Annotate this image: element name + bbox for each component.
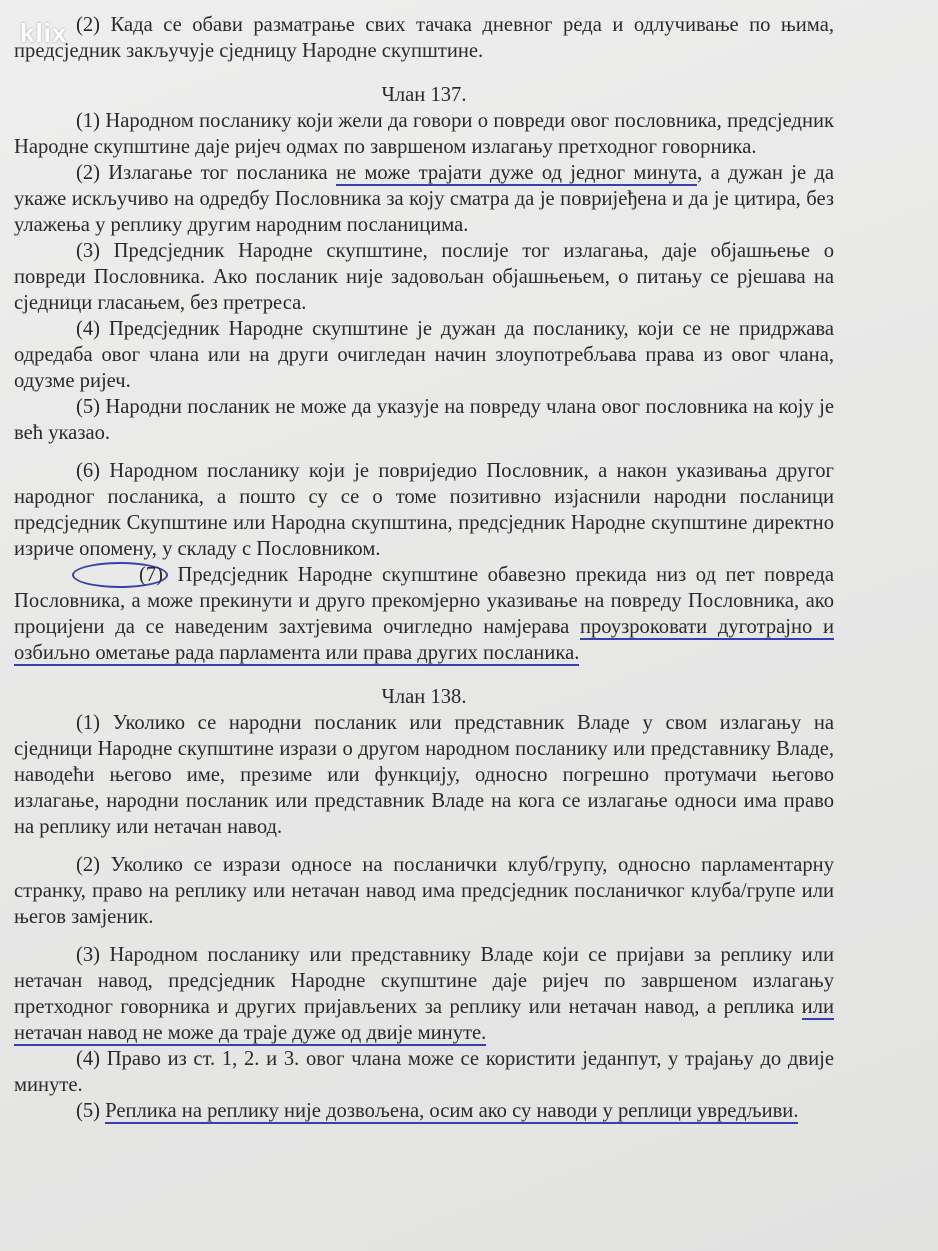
art137-para-6: (6) Народном посланику који је повриједио Пословник, а након указивања другог народног посланика, а пошто су се о томе позитивно изјаснили народни посланици предсједник Скупштине или Народна скупштина, предсједник Народне скупштине директно изриче опомену, у складу с Пословником.	[14, 460, 834, 560]
art138-para-4: (4) Право из ст. 1, 2. и 3. овог члана може се користити једанпут, у трајању до двије минуте.	[14, 1048, 834, 1096]
art137-para-5: (5) Народни посланик не може да указује на повреду члана овог пословника на коју је већ указао.	[14, 396, 834, 444]
art138-para-3	[14, 942, 834, 1046]
art137-para-2	[14, 160, 834, 238]
art137-para-7	[14, 562, 834, 666]
circled-number-7: (7)	[72, 562, 168, 588]
art137-para-4: (4) Предсједник Народне скупштине је дужан да посланику, који се не придржава одредаба овог члана или на други очигледан начин злоупотребљава права из овог члана, одузме ријеч.	[14, 318, 834, 392]
art138-para-5	[14, 1098, 834, 1124]
art137-para-2-start: (2) Излагање тог посланика	[76, 162, 336, 184]
underlined-one-minute: не може трајати дуже од једног минута	[335, 162, 698, 184]
art137-para-2-end: , а дужан је да укаже искључиво на одредбу Пословника за коју сматра да је повријеђена и да је цитира, без улажења у реплику другим народним посланицима.	[14, 162, 834, 236]
intro-paragraph: (2) Када се обави разматрање свих тачака дневног реда и одлучивање по њима, предсједник закључује сједницу Народне скупштине.	[14, 14, 834, 62]
article-137-heading: Члан 137.	[381, 84, 467, 106]
art138-para-3-start: (3) Народном посланику или представнику Владе који се пријави за реплику или нетачан навод, предсједник Народне скупштине даје ријеч по завршеном излагању претходног говорника и других пријављених за реплику или нетачан навод, а реплика	[14, 944, 834, 1018]
underlined-reply-forbidden: Реплика на реплику није дозвољена, осим ако су наводи у реплици увредљиви.	[105, 1100, 799, 1122]
document-page	[14, 12, 834, 1124]
art137-para-1: (1) Народном посланику који жели да говори о повреди овог пословника, предсједник Народне скупштине даје ријеч одмах по завршеном излагању претходног говорника.	[14, 110, 834, 158]
underlined-two-minutes: или нетачан навод не може да траје дуже од двије минуте.	[14, 996, 834, 1044]
klix-logo: klix	[20, 18, 68, 48]
art138-para-2: (2) Уколико се изрази односе на посланички клуб/групу, односно парламентарну странку, право на реплику или нетачан навод има предсједник посланичког клуба/групе или његов замјеник.	[14, 854, 834, 928]
art137-para-7-start: Предсједник Народне скупштине обавезно прекида низ од пет повреда Пословника, а може прекинути и друго прекомјерно указивање на повреду Пословника, ако процијени да се наведеним захтјевима очигледно намјерава	[14, 564, 834, 638]
underlined-disruption-text: проузроковати дуготрајно и озбиљно ометање рада парламента или права других посланика.	[14, 616, 834, 664]
art138-para-1: (1) Уколико се народни посланик или представник Владе у свом излагању на сједници Народне скупштине изрази о другом народном посланику или представнику Владе, наводећи његово име, презиме или функцију, односно погрешно протумачи његово излагање, народни посланик или представник Владе на кога се излагање односи има право на реплику или нетачан навод.	[14, 712, 834, 838]
article-138-heading: Члан 138.	[381, 686, 467, 708]
art138-para-5-number: (5)	[76, 1100, 106, 1122]
art137-para-3: (3) Предсједник Народне скупштине, послије тог излагања, даје објашњење о повреди Пословника. Ако посланик није задовољан објашњењем, о питању се рјешава на сједници гласањем, без претреса.	[14, 240, 834, 314]
